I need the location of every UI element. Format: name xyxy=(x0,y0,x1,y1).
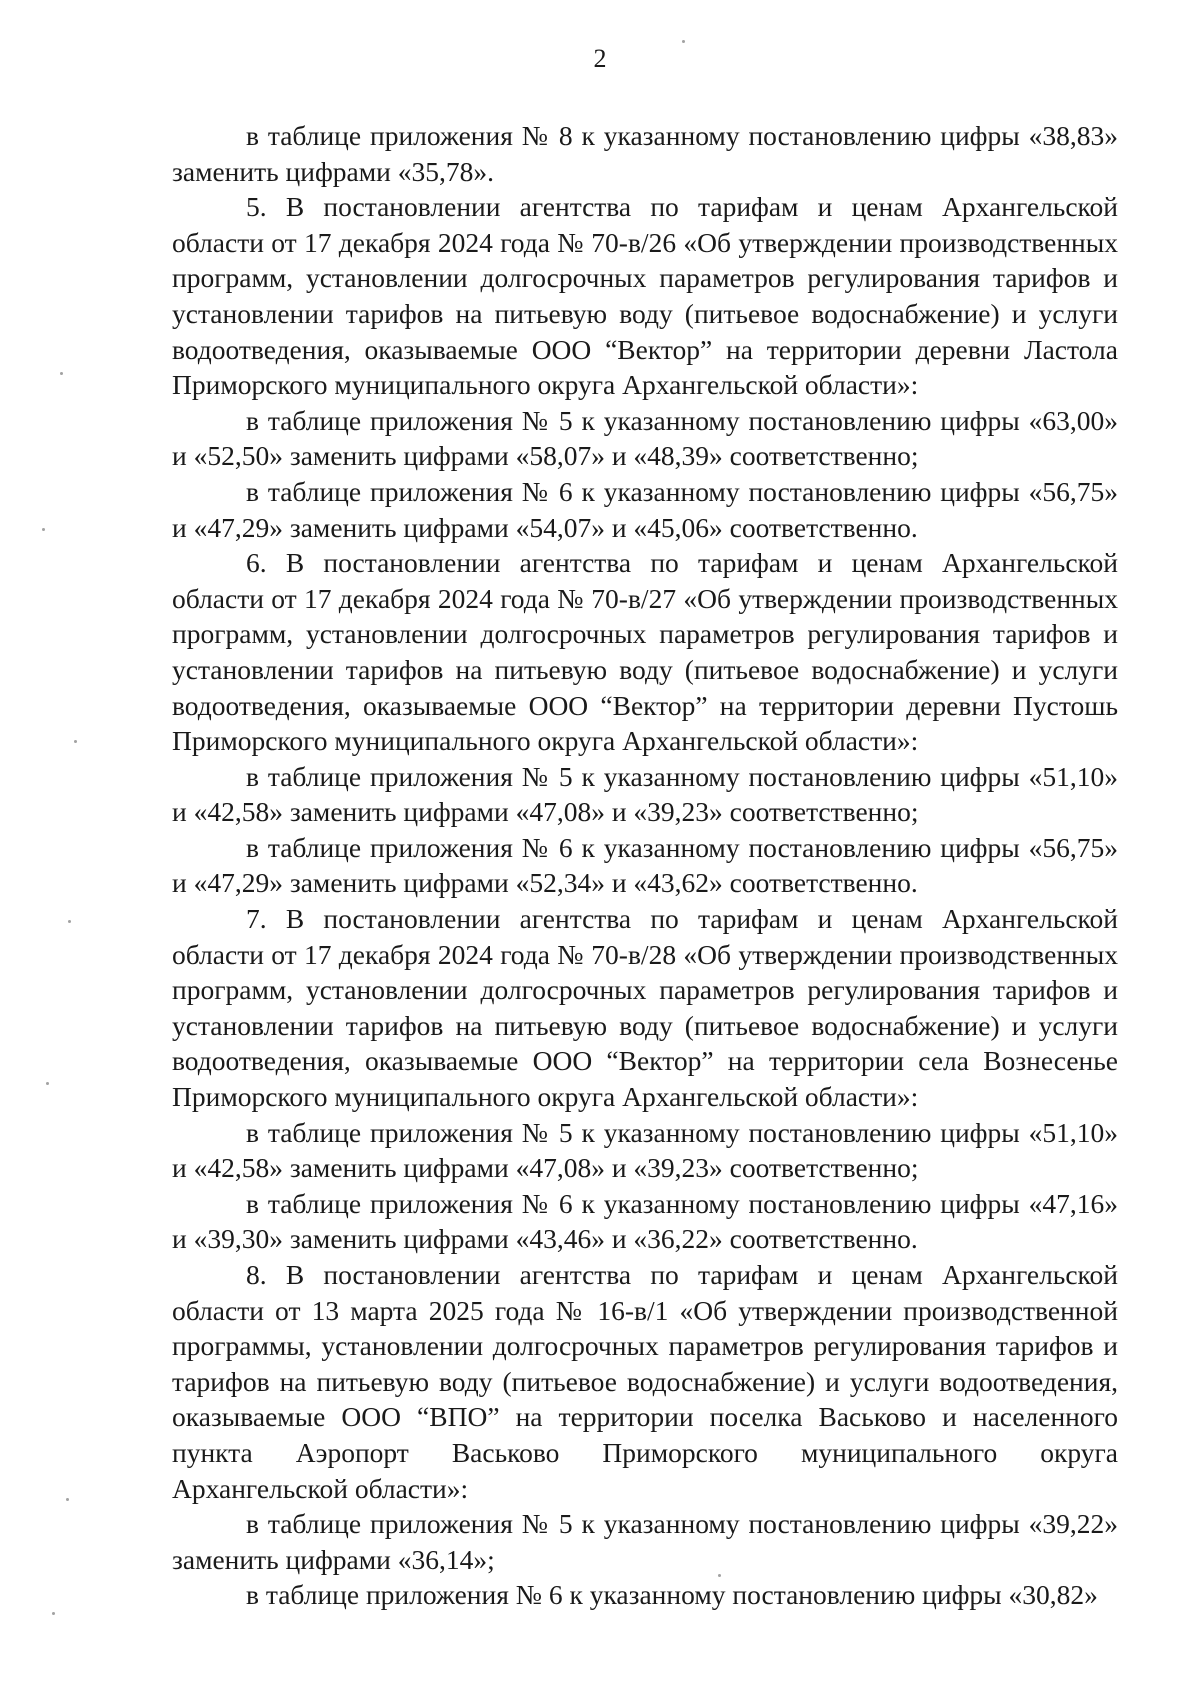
paragraph-item-8-appendix-6: в таблице приложения № 6 к указанному постановлению цифры «30,82» xyxy=(246,1579,1098,1611)
paragraph-item-8: 8. В постановлении агентства по тарифам и ценам Архангельской области от 13 марта 2025 года № 16-в/1 «Об утверждении производственной программы, установлении долгосрочных параметров регулирования тарифов и тарифов на питьевую воду (питьевое водоснабжение) и услуги водоотведения, оказываемые ООО “ВПО” на территории поселка Васьково и населенного пункта Аэропорт Васьково Приморского муниципального округа Архангельской области»: xyxy=(172,1259,1118,1504)
scan-speck xyxy=(718,1574,721,1577)
paragraph-item-5-appendix-5: в таблице приложения № 5 к указанному постановлению цифры «63,00» и «52,50» заменить цифрами «58,07» и «48,39» соответственно; xyxy=(172,404,1118,472)
paragraph-appendix-8-replacement: в таблице приложения № 8 к указанному постановлению цифры «38,83» заменить цифрами «35,78». xyxy=(172,120,1118,187)
scan-speck xyxy=(46,1082,49,1085)
paragraph-item-7-appendix-5: в таблице приложения № 5 к указанному постановлению цифры «51,10» и «42,58» заменить цифрами «47,08» и «39,23» соответственно; xyxy=(172,1116,1118,1184)
page-number: 2 xyxy=(593,44,607,73)
paragraph-item-5: 5. В постановлении агентства по тарифам и ценам Архангельской области от 17 декабря 2024 года № 70-в/26 «Об утверждении производственных программ, установлении долгосрочных параметров регулирования тарифов и установлении тарифов на питьевую воду (питьевое водоснабжение) и услуги водоотведения, оказываемые ООО “Вектор” на территории деревни Ластола Приморского муниципального округа Архангельской области»: xyxy=(172,191,1118,401)
scan-speck xyxy=(682,40,685,43)
paragraph-item-6: 6. В постановлении агентства по тарифам и ценам Архангельской области от 17 декабря 2024 года № 70-в/27 «Об утверждении производственных программ, установлении долгосрочных параметров регулирования тарифов и установлении тарифов на питьевую воду (питьевое водоснабжение) и услуги водоотведения, оказываемые ООО “Вектор” на территории деревни Пустошь Приморского муниципального округа Архангельской области»: xyxy=(172,547,1118,757)
scan-speck xyxy=(66,1498,69,1501)
paragraph-item-6-appendix-5: в таблице приложения № 5 к указанному постановлению цифры «51,10» и «42,58» заменить цифрами «47,08» и «39,23» соответственно; xyxy=(172,760,1118,828)
document-body xyxy=(172,118,1118,1613)
scan-speck xyxy=(42,528,45,531)
paragraph-item-8-appendix-5: в таблице приложения № 5 к указанному постановлению цифры «39,22» заменить цифрами «36,14»; xyxy=(172,1508,1118,1575)
scan-speck xyxy=(68,920,71,923)
paragraph-item-7: 7. В постановлении агентства по тарифам и ценам Архангельской области от 17 декабря 2024 года № 70-в/28 «Об утверждении производственных программ, установлении долгосрочных параметров регулирования тарифов и установлении тарифов на питьевую воду (питьевое водоснабжение) и услуги водоотведения, оказываемые ООО “Вектор” на территории села Вознесенье Приморского муниципального округа Архангельской области»: xyxy=(172,903,1118,1113)
paragraph-item-7-appendix-6: в таблице приложения № 6 к указанному постановлению цифры «47,16» и «39,30» заменить цифрами «43,46» и «36,22» соответственно. xyxy=(172,1187,1118,1255)
scan-speck xyxy=(60,372,63,375)
paragraph-item-6-appendix-6: в таблице приложения № 6 к указанному постановлению цифры «56,75» и «47,29» заменить цифрами «52,34» и «43,62» соответственно. xyxy=(172,831,1118,899)
scan-speck xyxy=(52,1612,55,1615)
paragraph-item-5-appendix-6: в таблице приложения № 6 к указанному постановлению цифры «56,75» и «47,29» заменить цифрами «54,07» и «45,06» соответственно. xyxy=(172,475,1118,543)
scan-speck xyxy=(74,740,77,743)
